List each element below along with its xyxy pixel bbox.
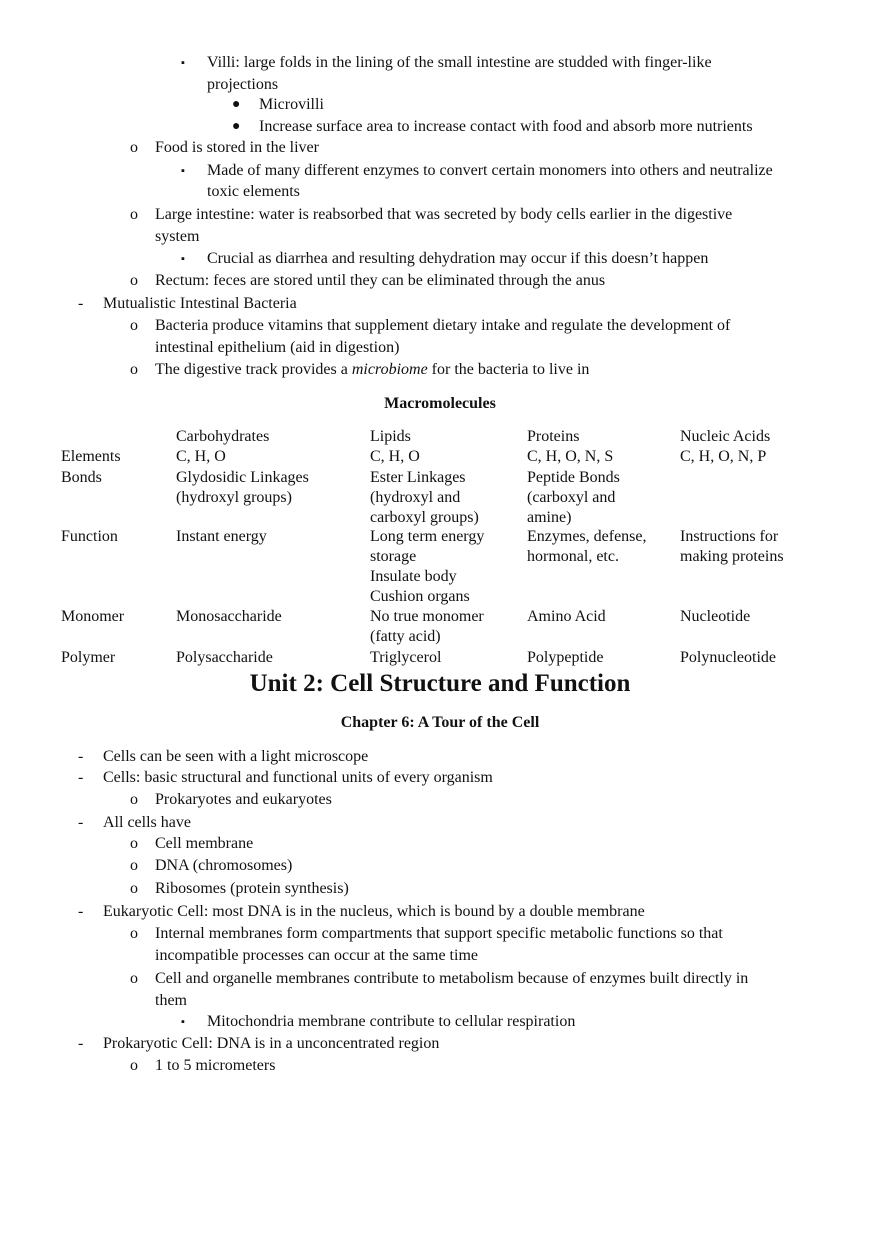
all-cells-have-text: All cells have bbox=[103, 814, 191, 831]
large-intestine-text-cont: system bbox=[155, 228, 200, 245]
circle-bullet: o bbox=[130, 317, 138, 334]
eukaryotic-text: Eukaryotic Cell: most DNA is in the nucleus, which is bound by a double membrane bbox=[103, 903, 645, 920]
table-cell: Ester Linkages (hydroxyl and carboxyl groups) bbox=[370, 469, 479, 526]
col-header: Carbohydrates bbox=[176, 428, 270, 445]
table-cell: C, H, O bbox=[176, 448, 226, 465]
round-bullet: ● bbox=[232, 97, 241, 112]
organelle-text: Cell and organelle membranes contribute to metabolism because of enzymes built directly in bbox=[155, 970, 749, 987]
bacteria-text-cont: intestinal epithelium (aid in digestion) bbox=[155, 339, 400, 356]
square-bullet: ▪ bbox=[181, 165, 185, 177]
ribosomes-text: Ribosomes (protein synthesis) bbox=[155, 880, 349, 897]
chapter-title: Chapter 6: A Tour of the Cell bbox=[340, 714, 540, 731]
row-label: Bonds bbox=[61, 469, 102, 486]
square-bullet: ▪ bbox=[181, 1016, 185, 1028]
dash-bullet: - bbox=[78, 295, 84, 312]
bacteria-text: Bacteria produce vitamins that supplement dietary intake and regulate the development of bbox=[155, 317, 731, 334]
table-cell: Polypeptide bbox=[527, 649, 604, 666]
cell-membrane-text: Cell membrane bbox=[155, 835, 254, 852]
table-cell: Triglycerol bbox=[370, 649, 442, 666]
unit-title: Unit 2: Cell Structure and Function bbox=[249, 670, 631, 697]
square-bullet: ▪ bbox=[181, 253, 185, 265]
villi-text: Villi: large folds in the lining of the small intestine are studded with finger-like bbox=[207, 54, 712, 71]
internal-membranes-text: Internal membranes form compartments that support specific metabolic functions so that bbox=[155, 925, 723, 942]
microbiome-term: microbiome bbox=[351, 361, 428, 378]
row-label: Polymer bbox=[61, 649, 116, 666]
rectum-text: Rectum: feces are stored until they can be eliminated through the anus bbox=[155, 272, 606, 289]
basic-units-text: Cells: basic structural and functional units of every organism bbox=[103, 769, 493, 786]
circle-bullet: o bbox=[130, 206, 138, 223]
col-header: Proteins bbox=[527, 428, 580, 445]
dna-text: DNA (chromosomes) bbox=[155, 857, 293, 874]
large-intestine-text: Large intestine: water is reabsorbed that was secreted by body cells earlier in the digestive bbox=[155, 206, 733, 223]
dash-bullet: - bbox=[78, 1035, 84, 1052]
mitochondria-text: Mitochondria membrane contribute to cellular respiration bbox=[207, 1013, 576, 1030]
circle-bullet: o bbox=[130, 970, 138, 987]
microbiome-text: The digestive track provides a microbiome for the bacteria to live in bbox=[155, 361, 590, 378]
square-bullet: ▪ bbox=[181, 57, 185, 69]
table-cell: Enzymes, defense, hormonal, etc. bbox=[527, 528, 647, 565]
internal-membranes-text-cont: incompatible processes can occur at the same time bbox=[155, 947, 478, 964]
circle-bullet: o bbox=[130, 925, 138, 942]
liver-text: Food is stored in the liver bbox=[155, 139, 319, 156]
table-cell: Polysaccharide bbox=[176, 649, 273, 666]
dash-bullet: - bbox=[78, 814, 84, 831]
circle-bullet: o bbox=[130, 857, 138, 874]
col-header: Nucleic Acids bbox=[680, 428, 771, 445]
organelle-text-cont: them bbox=[155, 992, 187, 1009]
table-cell: Amino Acid bbox=[527, 608, 606, 625]
microvilli-text: Microvilli bbox=[259, 96, 324, 113]
circle-bullet: o bbox=[130, 791, 138, 808]
circle-bullet: o bbox=[130, 835, 138, 852]
dash-bullet: - bbox=[78, 748, 84, 765]
dash-bullet: - bbox=[78, 903, 84, 920]
row-label: Function bbox=[61, 528, 118, 545]
circle-bullet: o bbox=[130, 139, 138, 156]
circle-bullet: o bbox=[130, 880, 138, 897]
round-bullet: ● bbox=[232, 119, 241, 134]
enzymes-text: Made of many different enzymes to convert certain monomers into others and neutralize bbox=[207, 162, 773, 179]
table-cell: No true monomer (fatty acid) bbox=[370, 608, 484, 645]
crucial-text: Crucial as diarrhea and resulting dehydration may occur if this doesn’t happen bbox=[207, 250, 709, 267]
table-cell: Long term energy storage Insulate body Cushion organs bbox=[370, 528, 485, 605]
table-cell: Instructions for making proteins bbox=[680, 528, 784, 565]
micrometers-text: 1 to 5 micrometers bbox=[155, 1057, 276, 1074]
circle-bullet: o bbox=[130, 272, 138, 289]
table-cell: C, H, O, N, P bbox=[680, 448, 767, 465]
circle-bullet: o bbox=[130, 361, 138, 378]
enzymes-text-cont: toxic elements bbox=[207, 183, 300, 200]
table-cell: Glydosidic Linkages (hydroxyl groups) bbox=[176, 469, 309, 506]
prokaryotic-text: Prokaryotic Cell: DNA is in a unconcentrated region bbox=[103, 1035, 440, 1052]
circle-bullet: o bbox=[130, 1057, 138, 1074]
pro-euk-text: Prokaryotes and eukaryotes bbox=[155, 791, 332, 808]
mutualistic-heading: Mutualistic Intestinal Bacteria bbox=[103, 295, 297, 312]
table-cell: Instant energy bbox=[176, 528, 267, 545]
table-cell: Peptide Bonds (carboxyl and amine) bbox=[527, 469, 620, 526]
table-cell: Polynucleotide bbox=[680, 649, 776, 666]
villi-text-cont: projections bbox=[207, 76, 279, 93]
surface-area-text: Increase surface area to increase contact with food and absorb more nutrients bbox=[259, 118, 753, 135]
table-cell: Monosaccharide bbox=[176, 608, 282, 625]
table-cell: C, H, O, N, S bbox=[527, 448, 614, 465]
row-label: Monomer bbox=[61, 608, 125, 625]
table-cell: C, H, O bbox=[370, 448, 420, 465]
table-cell: Nucleotide bbox=[680, 608, 751, 625]
dash-bullet: - bbox=[78, 769, 84, 786]
col-header: Lipids bbox=[370, 428, 411, 445]
macromolecules-title: Macromolecules bbox=[384, 395, 496, 412]
row-label: Elements bbox=[61, 448, 121, 465]
light-microscope-text: Cells can be seen with a light microscope bbox=[103, 748, 369, 765]
